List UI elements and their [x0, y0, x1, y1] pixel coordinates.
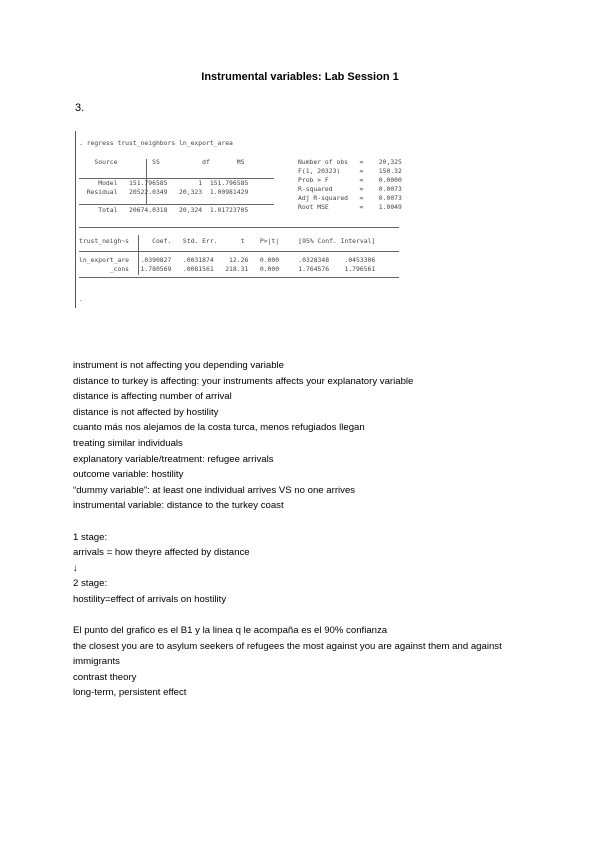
anova-row-total: Total 20674.0318 20,324 1.01723705	[79, 206, 249, 214]
note-line: outcome variable: hostility	[73, 469, 184, 481]
question-number: 3.	[75, 102, 85, 114]
note-line: distance to turkey is affecting: your instruments affects your explanatory variable	[73, 375, 414, 387]
stat-root-mse: Root MSE = 1.0049	[298, 203, 402, 211]
stata-command: . regress trust_neighbors ln_export_area	[79, 139, 233, 147]
coef-divider	[79, 251, 399, 252]
page-title: Instrumental variables: Lab Session 1	[201, 71, 399, 83]
down-arrow: ↓	[73, 562, 78, 574]
stata-output-image	[75, 131, 402, 308]
stat-r-squared: R-squared = 0.0073	[298, 185, 402, 193]
note-line: distance is not affected by hostility	[73, 406, 219, 418]
lecture-notes	[73, 358, 543, 701]
coef-bottom-rule	[79, 277, 399, 278]
note-line: cuanto más nos alejamos de la costa turca, menos refugiados llegan	[73, 422, 365, 434]
note-paragraph: the closest you are to asylum seekers of refugees the most against you are against them and against immigrants	[73, 640, 502, 668]
stage-one-note: arrivals = how theyre affected by distance	[73, 547, 250, 559]
stage-one-heading: 1 stage:	[73, 531, 108, 543]
stat-adj-r-squared: Adj R-squared = 0.0073	[298, 194, 402, 202]
note-line: long-term, persistent effect	[73, 687, 187, 699]
note-line: distance is affecting number of arrival	[73, 391, 232, 403]
coef-top-rule	[79, 227, 399, 228]
note-line: contrast theory	[73, 671, 137, 683]
stat-prob-f: Prob > F = 0.0000	[298, 176, 402, 184]
note-line: “dummy variable”: at least one individual arrives VS no one arrives	[73, 484, 356, 496]
coef-row-ln-export-area: ln_export_are .0390827 .0031874 12.26 0.000 .0328348 .0453306	[79, 256, 376, 264]
anova-row-model: Model 151.796585 1 151.796585	[79, 179, 249, 187]
stage-two-heading: 2 stage:	[73, 578, 108, 590]
stage-two-note: hostility=effect of arrivals on hostility	[73, 593, 227, 605]
note-line: treating similar individuals	[73, 437, 183, 449]
note-line: instrumental variable: distance to the turkey coast	[73, 500, 284, 512]
stata-prompt: .	[79, 295, 83, 303]
stat-number-of-obs: Number of obs = 20,325	[298, 158, 402, 166]
anova-header: Source SS df MS	[79, 158, 245, 166]
coef-header: trust_neigh~s Coef. Std. Err. t P>|t| [95% Conf. Interval]	[79, 237, 376, 245]
anova-row-residual: Residual 20522.0349 20,323 1.00981429	[79, 188, 249, 196]
note-line: El punto del grafico es el B1 y la linea q le acompaña es el 90% confianza	[73, 625, 388, 637]
anova-total-divider	[79, 204, 274, 205]
note-line: instrument is not affecting you depending variable	[73, 360, 285, 371]
note-line: explanatory variable/treatment: refugee arrivals	[73, 453, 274, 465]
coef-row-cons: _cons 1.780569 .0081561 218.31 0.000 1.764576 1.796561	[79, 265, 376, 273]
stat-f: F(1, 20323) = 150.32	[298, 167, 402, 175]
